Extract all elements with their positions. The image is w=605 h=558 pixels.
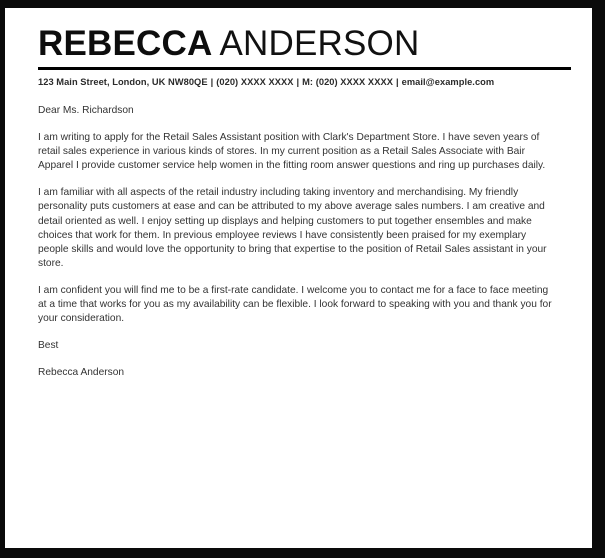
letterhead bbox=[38, 26, 570, 88]
letterhead-divider bbox=[38, 67, 571, 70]
cover-letter bbox=[5, 8, 592, 548]
letter-signature: Rebecca Anderson bbox=[38, 367, 125, 379]
contact-separator-2: | bbox=[296, 77, 300, 87]
contact-address: 123 Main Street, London, UK NW80QE bbox=[38, 77, 208, 87]
letter-closing: Best bbox=[38, 340, 59, 352]
contact-separator-1: | bbox=[210, 77, 214, 87]
letter-paragraph-2: I am familiar with all aspects of the retail industry including taking inventory and merchandising. My friendly personality puts customers at ease and can be attributed to my above average sales numbers. I am creative and detail oriented as well. I enjoy setting up displays and helping customers to put together ensembles and make choices that work for them. In previous employee reviews I have consistently been praised for my exemplary people skills and would love the opportunity to bring that expertise to the position of Retail Sales assistant in your store. bbox=[38, 187, 547, 269]
applicant-name bbox=[38, 26, 570, 61]
letter-body bbox=[38, 104, 558, 380]
letter-paragraph-1: I am writing to apply for the Retail Sales Assistant position with Clark's Department Store. I have seven years of retail sales experience in various kinds of stores. In my current position as a Retail Sales Associate with Bair Apparel I provide customer service help women in the fitting room answer questions and ring up purchases daily. bbox=[38, 132, 546, 172]
applicant-first-name: REBECCA bbox=[38, 24, 213, 63]
contact-line bbox=[38, 76, 570, 88]
letter-paragraph-3: I am confident you will find me to be a first-rate candidate. I welcome you to contact me for a face to face meeting at a time that works for you as my availability can be flexible. I look forward to speaking with you and thank you for your consideration. bbox=[38, 284, 552, 325]
contact-mobile: M: (020) XXXX XXXX bbox=[302, 77, 393, 87]
document-page bbox=[5, 8, 592, 548]
contact-email: email@example.com bbox=[401, 77, 495, 87]
letter-salutation: Dear Ms. Richardson bbox=[38, 105, 134, 117]
applicant-last-name: ANDERSON bbox=[219, 24, 420, 63]
contact-separator-3: | bbox=[395, 77, 399, 87]
contact-phone: (020) XXXX XXXX bbox=[216, 77, 294, 87]
